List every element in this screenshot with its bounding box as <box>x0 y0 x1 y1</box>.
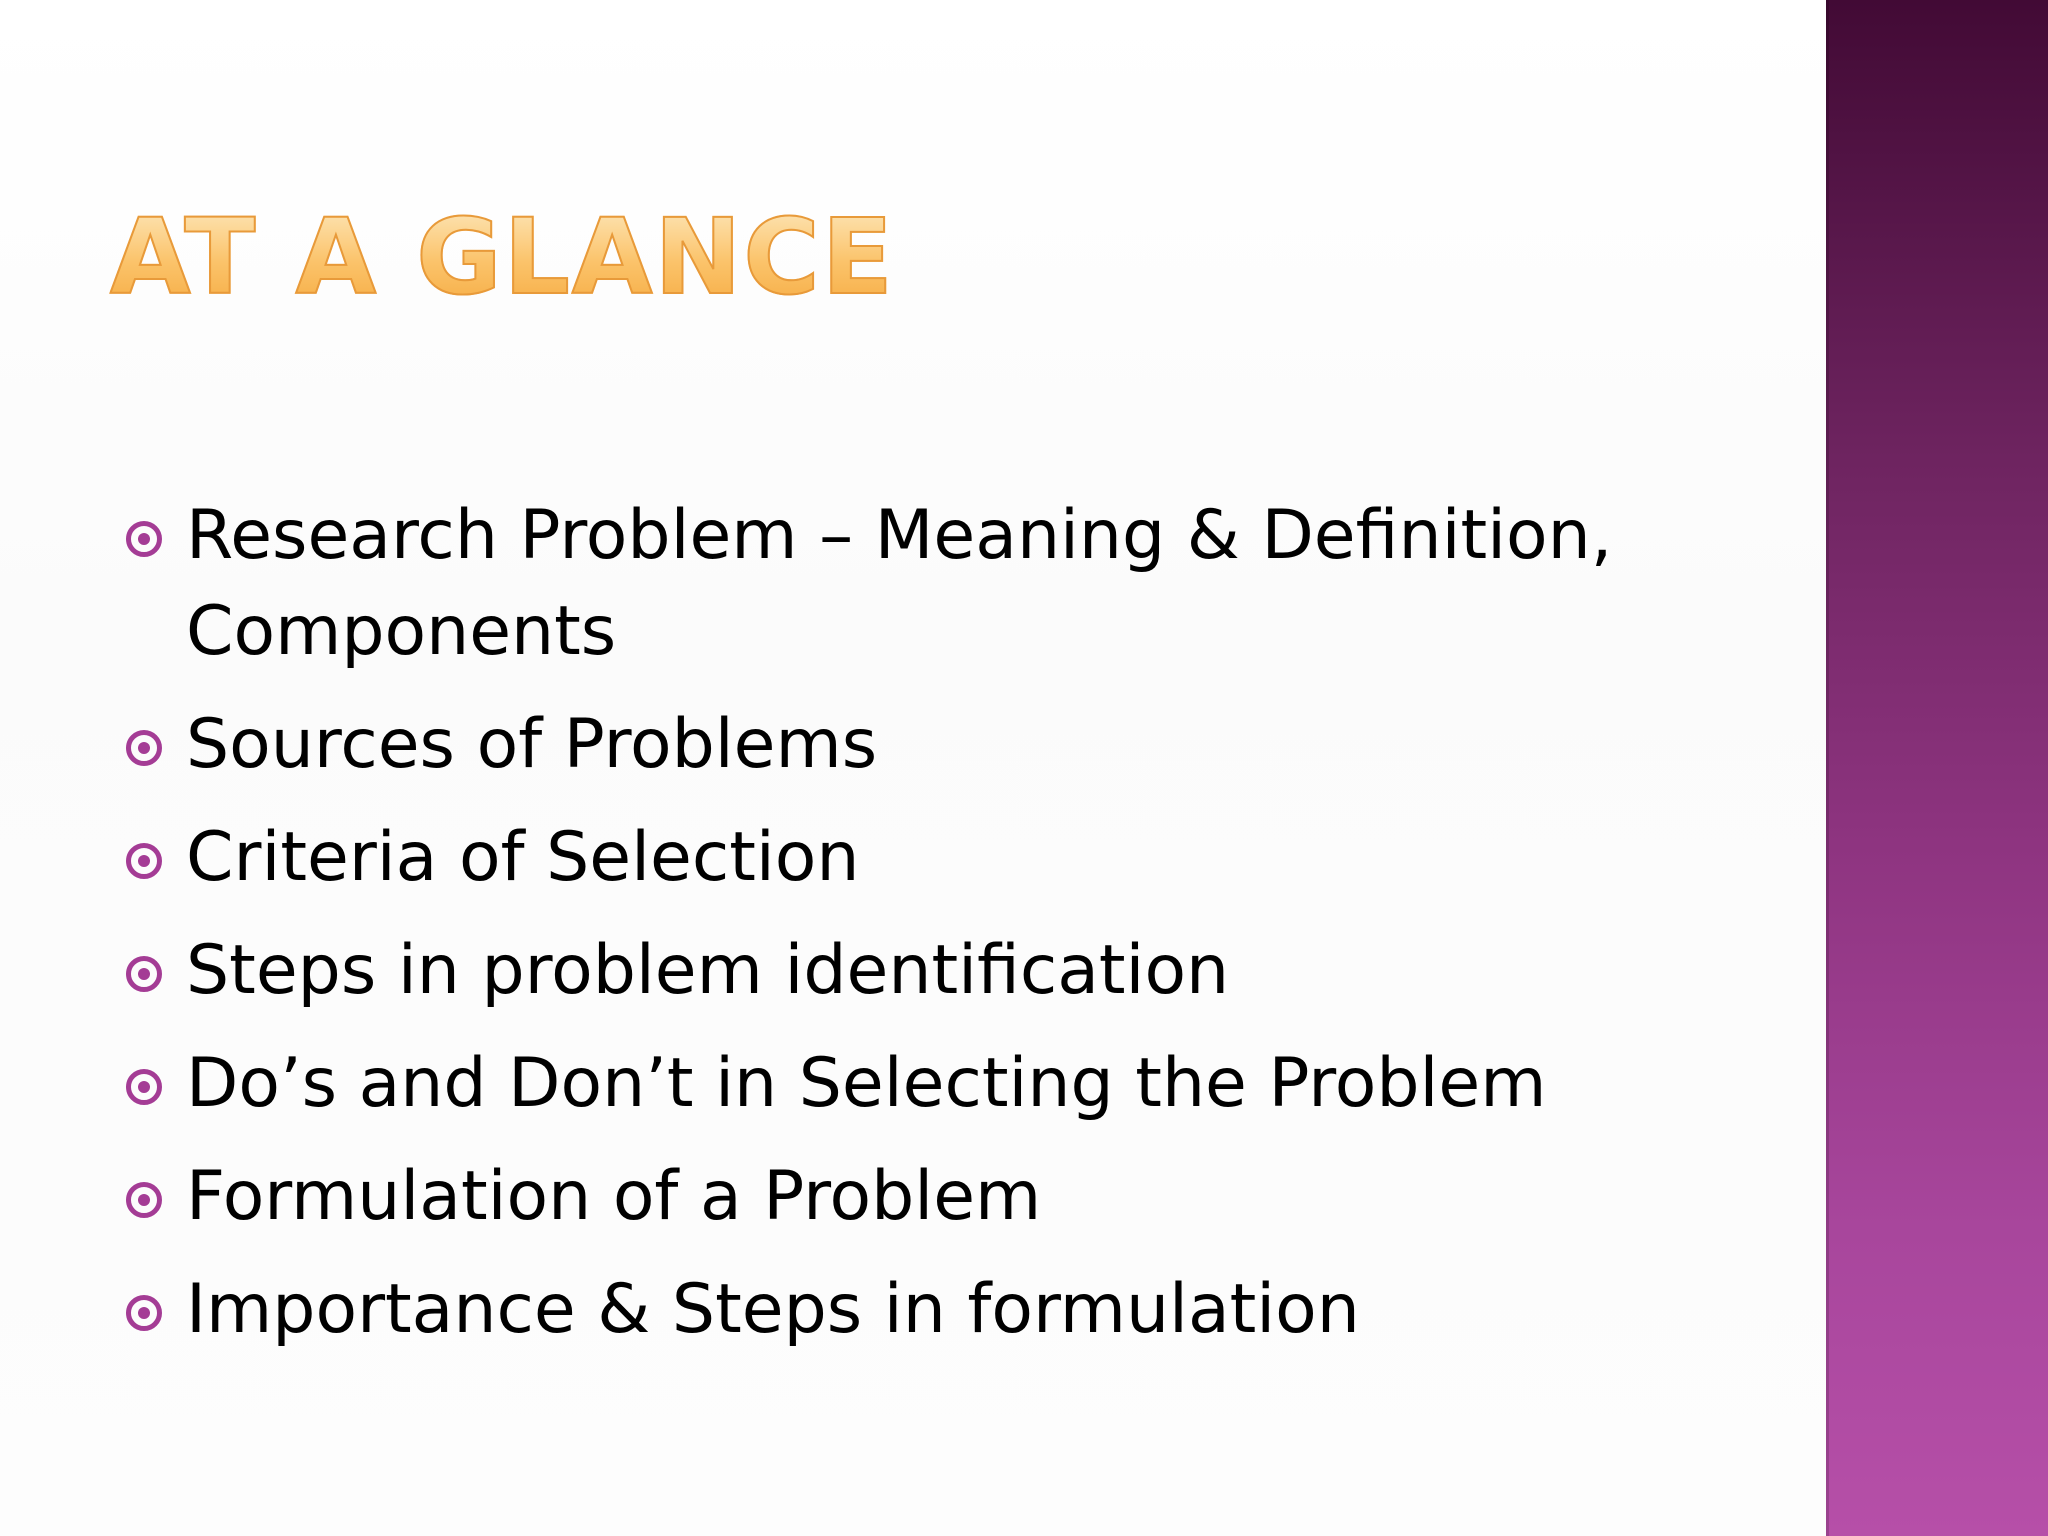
bullet-text: Criteria of Selection <box>186 818 860 897</box>
bullet-list <box>126 488 1746 1375</box>
bullet-text: Sources of Problems <box>186 705 878 784</box>
bullet-text: Formulation of a Problem <box>186 1157 1042 1236</box>
circled-dot-icon <box>126 521 162 557</box>
side-band-edge <box>1826 0 1829 1536</box>
bullet-item <box>126 1149 1746 1245</box>
bullet-text: Do’s and Don’t in Selecting the Problem <box>186 1044 1547 1123</box>
bullet-item <box>126 488 1746 680</box>
circled-dot-icon <box>126 730 162 766</box>
slide-title: AT A GLANCE <box>110 196 895 318</box>
bullet-text: Importance & Steps in formulation <box>186 1270 1360 1349</box>
circled-dot-icon <box>126 1295 162 1331</box>
bullet-item <box>126 697 1746 793</box>
bullet-item <box>126 1262 1746 1358</box>
bullet-text: Steps in problem identification <box>186 931 1230 1010</box>
circled-dot-icon <box>126 843 162 879</box>
bullet-text: Research Problem – Meaning & Definition, Components <box>186 496 1613 671</box>
bullet-item <box>126 923 1746 1019</box>
bullet-item <box>126 810 1746 906</box>
bullet-item <box>126 1036 1746 1132</box>
decorative-side-band <box>1826 0 2048 1536</box>
circled-dot-icon <box>126 956 162 992</box>
circled-dot-icon <box>126 1182 162 1218</box>
circled-dot-icon <box>126 1069 162 1105</box>
